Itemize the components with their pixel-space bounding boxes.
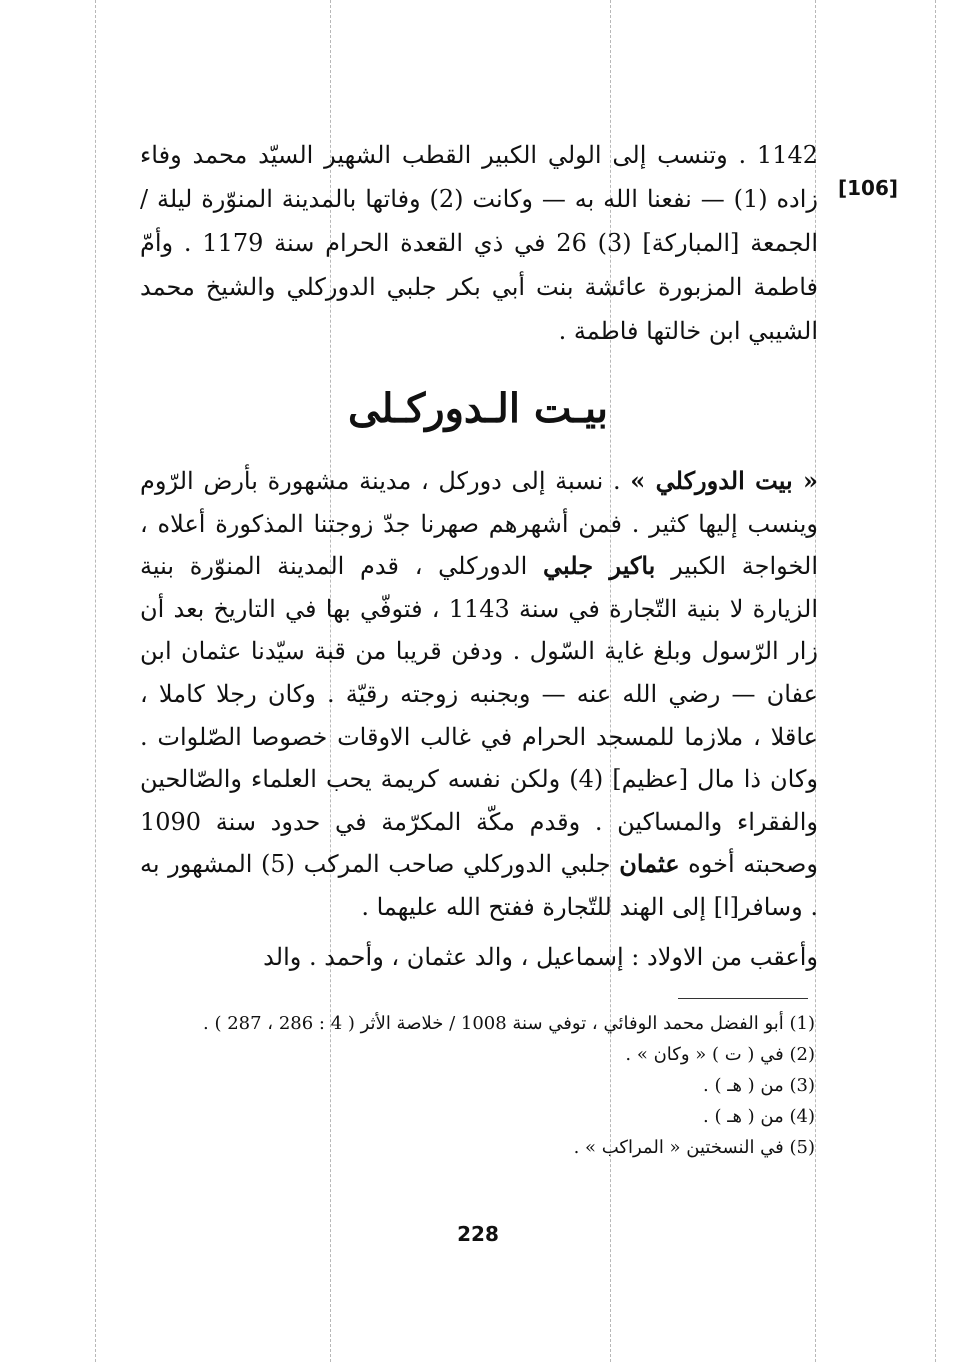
- footnote-4: (4) من ( هـ ) .: [703, 1106, 815, 1127]
- lead-term: « بيت الدوركلي »: [630, 466, 819, 495]
- scan-guide-line: [935, 0, 936, 1362]
- footnote-2: (2) في ( ت ) « وكان » .: [625, 1044, 815, 1065]
- page-number: 228: [457, 1222, 499, 1246]
- footnotes: [150, 1008, 815, 1163]
- top-paragraph: 1142 . وتنسب إلى الولي الكبير القطب الشهير السيّد محمد وفاء زاده (1) — نفعنا الله به — وكانت (2) وفاتها بالمدينة المنوّرة ليلة / الجمعة [المباركة] (3) 26 في ذي القعدة الحرام سنة 1179 . وأمّ فاطمة المزبورة عائشة بنت أبي بكر جلبي الدوركلي والشيخ محمد الشيبي ابن خالتها فاطمة .: [140, 141, 818, 345]
- footnote-rule: [678, 998, 808, 999]
- section-heading: بيـت الـدوركـلى: [347, 385, 609, 432]
- body-paragraph: [140, 460, 818, 929]
- footnote-3: (3) من ( هـ ) .: [703, 1075, 815, 1096]
- body-text-3: جلبي الدوركلي صاحب المركب (5) المشهور به . وسافر[ا] إلى الهند للتّجارة ففتح الله عليهما .: [140, 850, 818, 921]
- continuation-line: وأعقب من الاولاد : إسماعيل ، والد عثمان ، وأحمد . والد: [263, 943, 818, 971]
- brother-name: عثمان: [619, 849, 680, 879]
- person-name: باكير جلبي: [543, 551, 656, 581]
- body-text-1: . نسبة إلى دوركل ، مدينة مشهورة بأرض الرّوم وينسب إليها كثير . فمن أشهرهم صهرنا جدّ زوجتنا المذكورة أعلاه ، الخواجة الكبير: [140, 467, 818, 581]
- scan-guide-line: [95, 0, 96, 1362]
- footnote-1: (1) أبو الفضل محمد الوفائي ، توفي سنة 1008 / خلاصة الأثر ( 4 : 286 ، 287 ) .: [203, 1013, 815, 1034]
- footnote-5: (5) في النسختين « المراكب » .: [573, 1137, 815, 1158]
- margin-page-reference: [106]: [838, 176, 899, 200]
- body-text-2: الدوركلي ، قدم المدينة المنوّرة بنية الزيارة لا بنية التّجارة في سنة 1143 ، فتوفّي بها في التاريخ بعد أن زار الرّسول وبلغ غاية السّول . ودفن قريبا من قبة سيّدنا عثمان ابن عفان — رضي الله عنه — وبجنبه زوجته رقيّة . وكان رجلا كاملا ، عاقلا ، ملازما للمسجد الحرام في غالب الاوقات خصوصا الصّلوات . وكان ذا مال [عظيم] (4) ولكن نفسه كريمة يحب العلماء والصّالحين والفقراء والمساكين . وقدم مكّة المكرّمة في حدود سنة 1090 وصحبته أخوه: [140, 552, 819, 879]
